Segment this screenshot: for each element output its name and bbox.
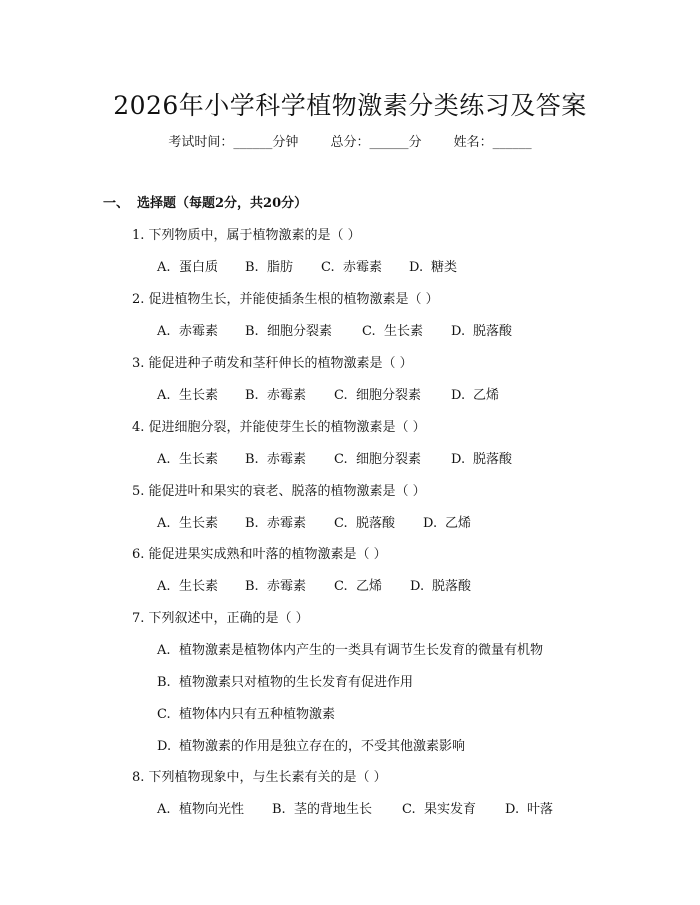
option-text: 乙烯	[445, 516, 472, 531]
option-text: 赤霉素	[267, 516, 307, 531]
option-c	[334, 512, 423, 531]
option-letter: B.	[245, 452, 259, 467]
question-7: 7. 下列叙述中，正确的是（ ）	[132, 611, 309, 626]
option-letter: A.	[157, 643, 171, 658]
option-letter: C.	[334, 579, 348, 594]
option-letter: C.	[402, 802, 416, 817]
option-text: 细胞分裂素	[356, 452, 422, 467]
option-text: 生长素	[179, 516, 219, 531]
question-8-options	[157, 798, 553, 817]
option-b	[245, 512, 334, 531]
question-7-option-c	[157, 703, 335, 722]
option-letter: D.	[409, 260, 424, 275]
question-1-options	[157, 256, 457, 275]
page-title: 2026年小学科学植物激素分类练习及答案	[113, 91, 587, 120]
question-4-options	[157, 448, 512, 467]
option-letter: D.	[410, 579, 425, 594]
option-letter: D.	[451, 452, 466, 467]
option-text: 赤霉素	[343, 260, 383, 275]
section-number: 一、	[103, 196, 130, 211]
option-letter: B.	[245, 516, 259, 531]
option-b	[245, 575, 334, 594]
question-5-options	[157, 512, 471, 531]
option-letter: D.	[157, 739, 172, 754]
option-letter: B.	[245, 579, 259, 594]
option-text: 生长素	[384, 324, 424, 339]
option-letter: A.	[157, 516, 171, 531]
option-a	[157, 384, 245, 403]
option-text: 脱落酸	[432, 579, 472, 594]
option-a	[157, 512, 245, 531]
option-letter: A.	[157, 452, 171, 467]
option-text: 赤霉素	[179, 324, 219, 339]
option-d	[409, 256, 457, 275]
option-c	[334, 384, 451, 403]
option-text: 赤霉素	[267, 579, 307, 594]
option-text: 细胞分裂素	[267, 324, 333, 339]
question-8: 8. 下列植物现象中，与生长素有关的是（ ）	[132, 770, 387, 785]
option-letter: B.	[272, 802, 286, 817]
option-text: 脱落酸	[356, 516, 396, 531]
question-3: 3. 能促进种子萌发和茎秆伸长的植物激素是（ ）	[132, 356, 413, 371]
option-text: 脱落酸	[473, 324, 513, 339]
option-text: 乙烯	[356, 579, 383, 594]
option-a	[157, 320, 245, 339]
option-text: 植物激素的作用是独立存在的，不受其他激素影响	[179, 739, 466, 754]
option-d	[423, 512, 471, 531]
option-text: 赤霉素	[267, 452, 307, 467]
option-letter: B.	[157, 675, 171, 690]
option-letter: A.	[157, 260, 171, 275]
option-b	[272, 798, 402, 817]
question-3-options	[157, 384, 499, 403]
option-letter: C.	[334, 452, 348, 467]
option-text: 细胞分裂素	[356, 388, 422, 403]
section-title: 选择题（每题2分，共20分）	[137, 196, 308, 211]
option-text: 生长素	[179, 388, 219, 403]
question-7-option-a	[157, 639, 543, 658]
option-a	[157, 798, 272, 817]
question-5: 5. 能促进叶和果实的衰老、脱落的植物激素是（ ）	[132, 484, 426, 499]
exam-time-field: 考试时间：______分钟	[168, 135, 299, 150]
option-text: 茎的背地生长	[294, 802, 373, 817]
option-text: 叶落	[527, 802, 554, 817]
option-b	[245, 320, 362, 339]
option-c	[334, 448, 451, 467]
option-text: 生长素	[179, 579, 219, 594]
question-6: 6. 能促进果实成熟和叶落的植物激素是（ ）	[132, 547, 387, 562]
option-d	[451, 384, 499, 403]
option-letter: D.	[451, 324, 466, 339]
question-6-options	[157, 575, 471, 594]
option-letter: C.	[334, 516, 348, 531]
option-letter: A.	[157, 388, 171, 403]
question-7-option-d	[157, 735, 465, 754]
question-2-options	[157, 320, 512, 339]
option-c	[334, 575, 410, 594]
option-text: 植物激素只对植物的生长发育有促进作用	[179, 675, 414, 690]
option-a	[157, 575, 245, 594]
option-letter: C.	[334, 388, 348, 403]
total-score-field: 总分：______分	[330, 135, 422, 150]
option-letter: C.	[157, 707, 171, 722]
option-letter: C.	[321, 260, 335, 275]
option-text: 脱落酸	[473, 452, 513, 467]
option-text: 植物激素是植物体内产生的一类具有调节生长发育的微量有机物	[179, 643, 544, 658]
option-text: 糖类	[431, 260, 458, 275]
option-text: 脂肪	[267, 260, 294, 275]
option-letter: A.	[157, 324, 171, 339]
option-c	[321, 256, 409, 275]
option-text: 果实发育	[424, 802, 477, 817]
option-letter: B.	[245, 388, 259, 403]
option-letter: C.	[362, 324, 376, 339]
question-1: 1. 下列物质中，属于植物激素的是（ ）	[132, 228, 361, 243]
option-a	[157, 448, 245, 467]
option-a	[157, 256, 245, 275]
option-d	[505, 798, 553, 817]
option-d	[451, 320, 512, 339]
option-text: 赤霉素	[267, 388, 307, 403]
option-text: 乙烯	[473, 388, 500, 403]
question-4: 4. 促进细胞分裂，并能使芽生长的植物激素是（ ）	[132, 420, 426, 435]
student-name-field: 姓名：______	[453, 135, 532, 150]
question-2: 2. 促进植物生长，并能使插条生根的植物激素是（ ）	[132, 292, 439, 307]
section-heading	[103, 192, 307, 211]
option-d	[451, 448, 512, 467]
option-letter: B.	[245, 324, 259, 339]
exam-meta	[0, 131, 700, 150]
option-text: 植物体内只有五种植物激素	[179, 707, 336, 722]
option-letter: A.	[157, 802, 171, 817]
option-c	[402, 798, 505, 817]
option-letter: A.	[157, 579, 171, 594]
option-text: 植物向光性	[179, 802, 245, 817]
option-b	[245, 256, 321, 275]
option-letter: D.	[451, 388, 466, 403]
option-letter: D.	[505, 802, 520, 817]
option-b	[245, 448, 334, 467]
option-c	[362, 320, 451, 339]
option-d	[410, 575, 471, 594]
option-letter: B.	[245, 260, 259, 275]
option-b	[245, 384, 334, 403]
option-text: 蛋白质	[179, 260, 219, 275]
option-text: 生长素	[179, 452, 219, 467]
option-letter: D.	[423, 516, 438, 531]
question-7-option-b	[157, 671, 413, 690]
